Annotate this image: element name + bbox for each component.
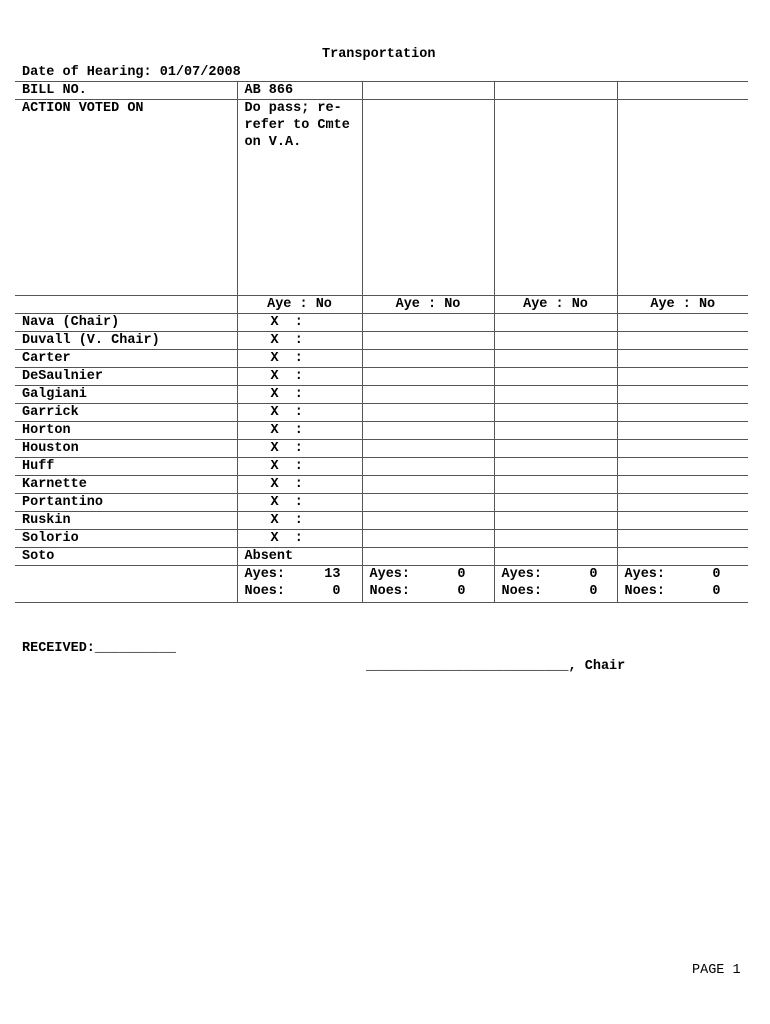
empty-vote-cell — [362, 476, 494, 494]
noes-count: 0 — [457, 584, 466, 599]
member-name: Karnette — [15, 476, 237, 494]
empty-vote-cell — [362, 404, 494, 422]
empty-vote-cell — [494, 368, 617, 386]
empty-vote-cell — [494, 476, 617, 494]
member-row — [15, 368, 748, 386]
member-vote: X : — [270, 531, 303, 546]
action-label: ACTION VOTED ON — [15, 100, 237, 296]
ayes-count: 0 — [712, 567, 721, 582]
committee-title: Transportation — [322, 47, 436, 62]
empty-vote-cell — [494, 440, 617, 458]
member-name: Soto — [15, 548, 237, 566]
empty-vote-cell — [617, 476, 748, 494]
member-vote: X : — [270, 333, 303, 348]
noes-label: Noes: — [244, 584, 286, 599]
empty-vote-cell — [362, 530, 494, 548]
empty-vote-cell — [617, 422, 748, 440]
empty-vote-cell — [362, 494, 494, 512]
member-vote: X : — [270, 405, 303, 420]
member-row — [15, 332, 748, 350]
member-name: Carter — [15, 350, 237, 368]
totals-row — [15, 566, 748, 603]
member-vote: X : — [270, 513, 303, 528]
empty-vote-cell — [362, 422, 494, 440]
bill-number — [362, 82, 494, 100]
member-name: Solorio — [15, 530, 237, 548]
aye-no-header: Aye : No — [237, 296, 362, 314]
page-number: PAGE 1 — [692, 963, 741, 978]
empty-vote-cell — [362, 548, 494, 566]
vote-header-row — [15, 296, 748, 314]
empty-vote-cell — [362, 368, 494, 386]
member-vote: X : — [270, 369, 303, 384]
vote-tally-table — [15, 81, 748, 603]
bill-number — [617, 82, 748, 100]
member-vote: X : — [270, 459, 303, 474]
member-name: Duvall (V. Chair) — [15, 332, 237, 350]
member-row — [15, 494, 748, 512]
member-vote: Absent — [244, 549, 294, 564]
empty-vote-cell — [494, 548, 617, 566]
aye-no-header: Aye : No — [494, 296, 617, 314]
empty-vote-cell — [617, 350, 748, 368]
member-vote: X : — [270, 441, 303, 456]
action-text: Do pass; re-refer to Cmte on V.A. — [244, 101, 350, 150]
empty-vote-cell — [494, 332, 617, 350]
empty-vote-cell — [617, 404, 748, 422]
empty-vote-cell — [617, 386, 748, 404]
member-name: Galgiani — [15, 386, 237, 404]
tally-totals — [370, 566, 494, 600]
aye-no-header: Aye : No — [617, 296, 748, 314]
member-row — [15, 440, 748, 458]
member-name: DeSaulnier — [15, 368, 237, 386]
empty-vote-cell — [494, 386, 617, 404]
member-row — [15, 476, 748, 494]
member-name: Portantino — [15, 494, 237, 512]
empty-vote-cell — [617, 314, 748, 332]
member-vote: X : — [270, 495, 303, 510]
empty-vote-cell — [362, 314, 494, 332]
member-row — [15, 386, 748, 404]
empty-vote-cell — [617, 548, 748, 566]
tally-totals — [502, 566, 617, 600]
noes-count: 0 — [332, 584, 341, 599]
member-row — [15, 422, 748, 440]
empty-vote-cell — [362, 512, 494, 530]
empty-vote-cell — [494, 350, 617, 368]
tally-totals — [625, 566, 749, 600]
member-vote: X : — [270, 477, 303, 492]
member-row — [15, 512, 748, 530]
member-row — [15, 458, 748, 476]
empty-vote-cell — [617, 530, 748, 548]
member-row — [15, 548, 748, 566]
member-name: Houston — [15, 440, 237, 458]
empty-vote-cell — [362, 386, 494, 404]
empty-vote-cell — [617, 494, 748, 512]
bill-label: BILL NO. — [15, 82, 237, 100]
noes-label: Noes: — [624, 584, 666, 599]
empty-vote-cell — [494, 530, 617, 548]
tally-totals — [245, 566, 362, 600]
empty-vote-cell — [617, 440, 748, 458]
member-name: Garrick — [15, 404, 237, 422]
noes-count: 0 — [589, 584, 598, 599]
empty-vote-cell — [617, 332, 748, 350]
empty-vote-cell — [362, 332, 494, 350]
ayes-count: 0 — [457, 567, 466, 582]
member-row — [15, 350, 748, 368]
member-name: Huff — [15, 458, 237, 476]
empty-vote-cell — [494, 314, 617, 332]
member-name: Ruskin — [15, 512, 237, 530]
hearing-date-label: Date of Hearing: — [22, 65, 152, 80]
empty-vote-cell — [362, 440, 494, 458]
empty-vote-cell — [362, 458, 494, 476]
action-row — [15, 100, 748, 296]
empty-vote-cell — [494, 422, 617, 440]
member-vote: X : — [270, 351, 303, 366]
member-name: Nava (Chair) — [15, 314, 237, 332]
empty-vote-cell — [617, 512, 748, 530]
member-vote: X : — [270, 387, 303, 402]
member-name: Horton — [15, 422, 237, 440]
hearing-date-value: 01/07/2008 — [159, 65, 241, 80]
empty-vote-cell — [494, 512, 617, 530]
member-vote: X : — [270, 315, 303, 330]
noes-label: Noes: — [369, 584, 411, 599]
member-row — [15, 530, 748, 548]
member-row — [15, 314, 748, 332]
bill-row — [15, 82, 748, 100]
ayes-count: 0 — [589, 567, 598, 582]
chair-signature-line: _________________________, Chair — [366, 659, 626, 674]
ayes-label: Ayes: — [244, 567, 286, 582]
ayes-label: Ayes: — [501, 567, 543, 582]
empty-vote-cell — [494, 458, 617, 476]
ayes-label: Ayes: — [369, 567, 411, 582]
empty-vote-cell — [617, 458, 748, 476]
ayes-label: Ayes: — [624, 567, 666, 582]
ayes-count: 13 — [324, 567, 341, 582]
noes-label: Noes: — [501, 584, 543, 599]
empty-vote-cell — [494, 404, 617, 422]
received-line: RECEIVED:__________ — [22, 641, 176, 656]
member-vote: X : — [270, 423, 303, 438]
aye-no-header: Aye : No — [362, 296, 494, 314]
empty-vote-cell — [362, 350, 494, 368]
bill-number — [494, 82, 617, 100]
noes-count: 0 — [712, 584, 721, 599]
member-row — [15, 404, 748, 422]
empty-vote-cell — [617, 368, 748, 386]
hearing-date-line — [22, 64, 241, 81]
empty-vote-cell — [494, 494, 617, 512]
bill-number: AB 866 — [237, 82, 362, 100]
